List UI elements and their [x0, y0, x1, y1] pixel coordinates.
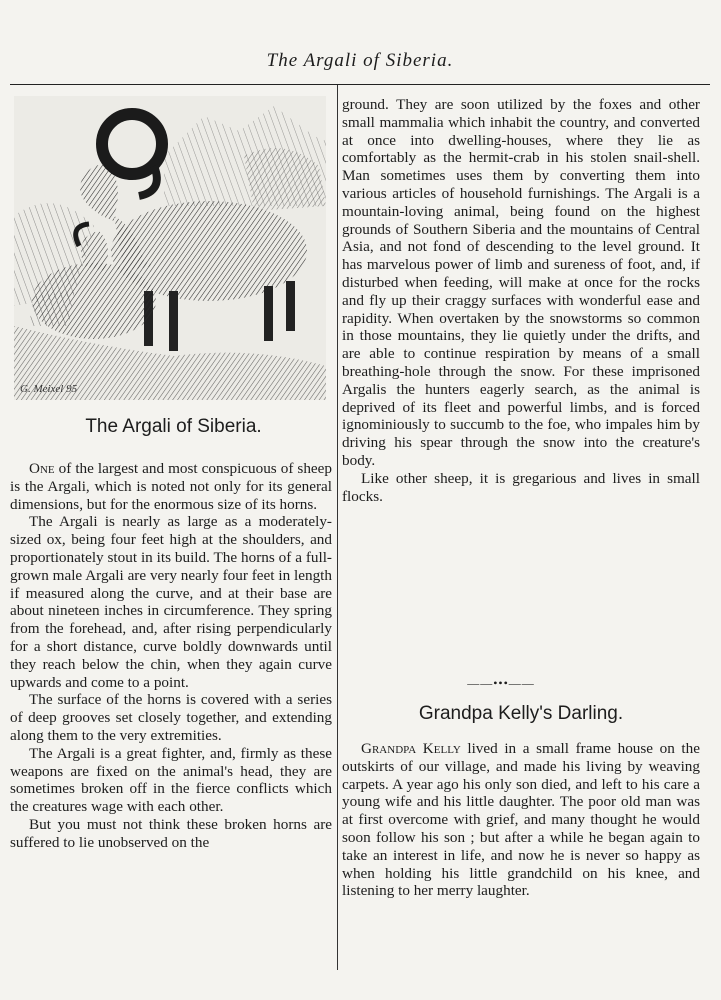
column-divider [337, 85, 338, 970]
paragraph [10, 460, 332, 513]
article-title: The Argali of Siberia. [85, 416, 262, 437]
illustration-signature: G. Meixel 95 [20, 383, 78, 395]
story-column [342, 740, 700, 900]
article-column-left [10, 460, 332, 852]
story-title: Grandpa Kelly's Darling. [418, 703, 624, 724]
paragraph-text: lived in a small frame house on the outskirts of our village, and made his living by weaving carpets. A year ago his only son died, and left to his care a young wife and his little daughter. The poor old man was at first overcome with grief, and many thought he would soon follow his son ; but after a while he began again to take an interest in life, and now he is never so happy as when holding his little grandchild on his knee, and listening to her merry laughter. [342, 740, 700, 900]
paragraph: But you must not think these broken horns are suffered to lie unobserved on the [10, 815, 332, 851]
paragraph-continued: ground. They are soon utilized by the foxes and other small mammalia which inhabit the country, and converted at once into dwelling-houses, where they lie as comfortably as the hermit-crab in his stolen snail-shell. Man sometimes uses them by converting them into various articles of household furnishings. The Argali is a mountain-loving animal, being found on the highest grounds of Southern Siberia and the mountains of Central Asia, and not fond of descending to the level ground. It has marvelous power of limb and sureness of foot, and, if disturbed when feeding, will make at once for the rocks and fly up their craggy surfaces with wonderful ease and rapidity. When overtaken by the snowstorms so common in those mountains, they lie quietly under the drifts, and are able to continue respiration by means of a small breathing-hole through the snow. For these imprisoned Argalis the hunters eagerly search, as the animal is deprived of its fleet and powerful limbs, and is forced ignominiously to succumb to the foe, who impales him by driving his spear through the snow into the creature's body. [342, 96, 700, 469]
drop-lead: One [29, 460, 55, 477]
argali-illustration [14, 96, 326, 400]
paragraph: The surface of the horns is covered with a series of deep grooves set closely together, and extending along them to the very extremities. [10, 691, 332, 744]
header-rule [10, 84, 710, 85]
running-head: The Argali of Siberia. [266, 50, 454, 71]
drop-lead: Grandpa Kelly [361, 740, 461, 757]
paragraph: The Argali is nearly as large as a moderately-sized ox, being four feet high at the shoulders, and proportionately stout in its build. The horns of a full-grown male Argali are very nearly four feet in length if measured along the curve, and at their base are about nineteen inches in circumference. They spring from the forehead, and, after rising perpendicularly for a short distance, curve boldly downwards until they reach below the chin, when they again curve upwards and come to a point. [10, 513, 332, 691]
paragraph: The Argali is a great fighter, and, firmly as these weapons are fixed on the animal's head, they are sometimes broken off in the fierce conflicts which the creatures wage with each other. [10, 744, 332, 816]
paragraph-text: of the largest and most conspicuous of sheep is the Argali, which is noted not only for its general dimensions, but for the enormous size of its horns. [10, 460, 332, 513]
paragraph: Like other sheep, it is gregarious and lives in small flocks. [342, 469, 700, 505]
article-column-right [342, 96, 700, 505]
section-ornament: ——•••—— [467, 676, 535, 690]
paragraph [342, 740, 700, 900]
